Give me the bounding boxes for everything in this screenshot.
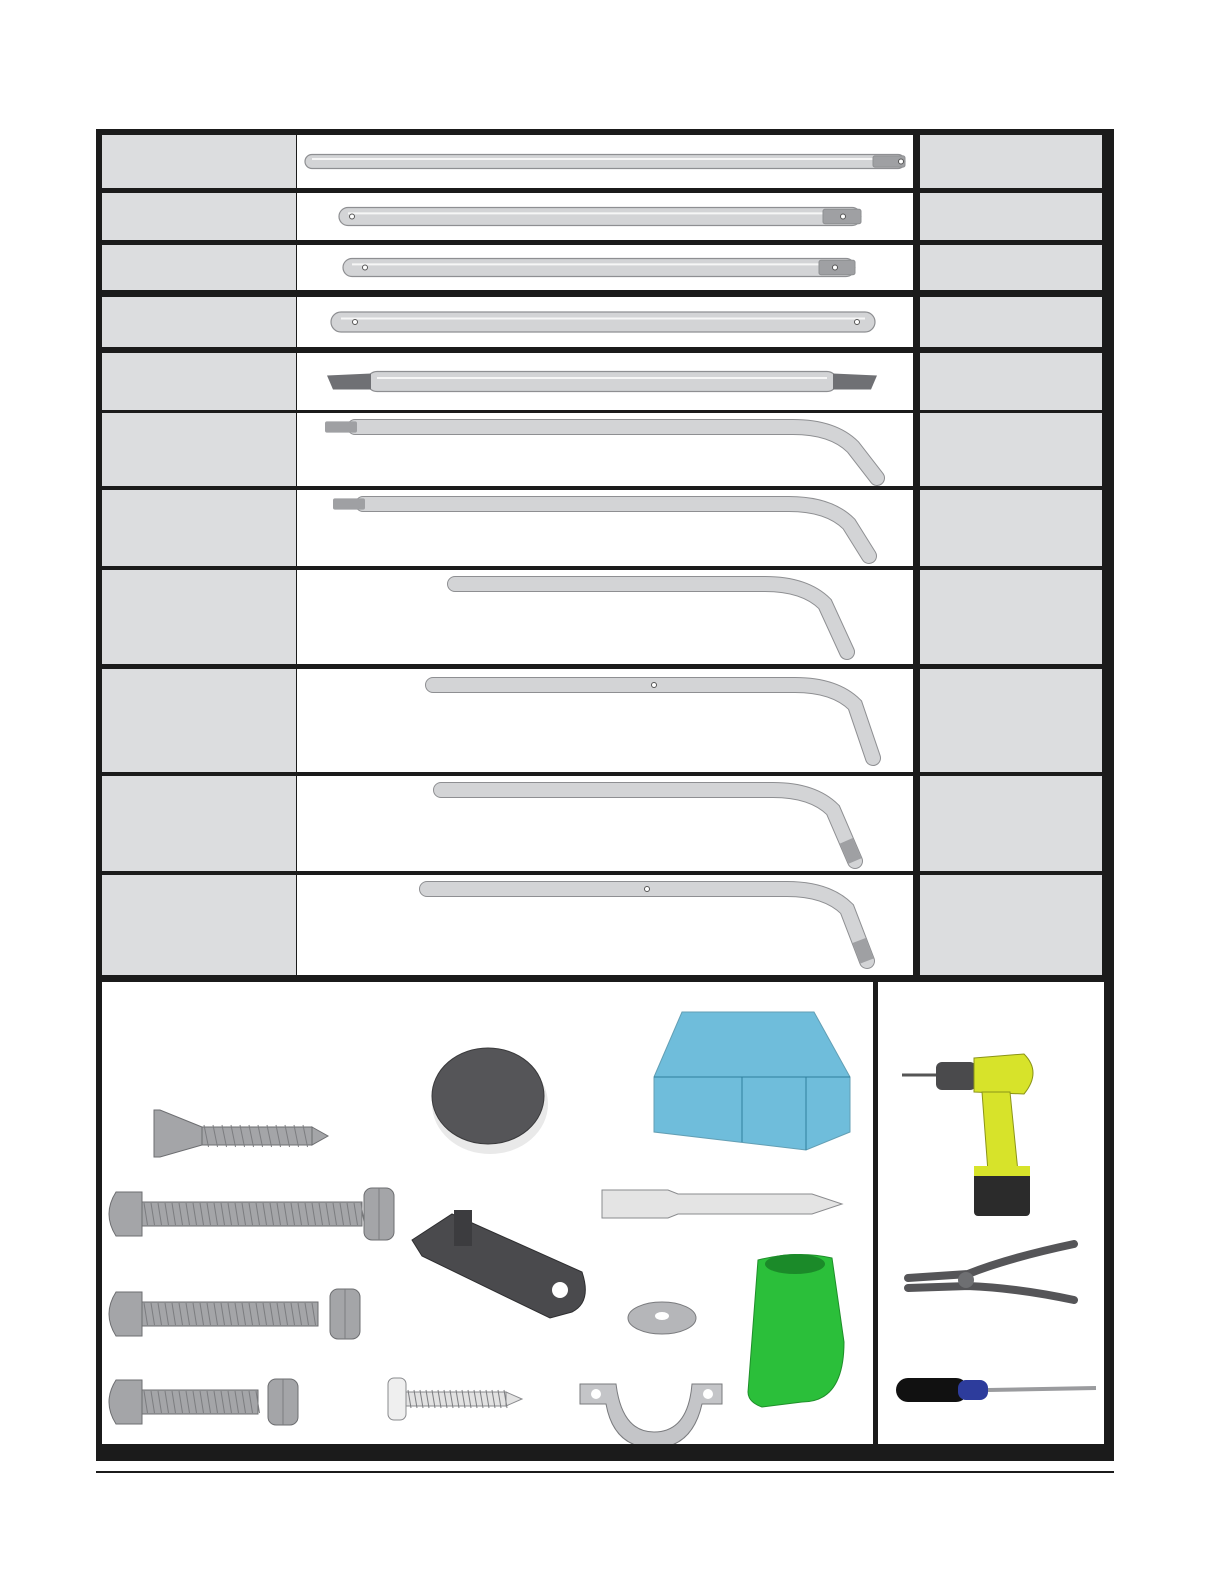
part-drawing-cell xyxy=(297,135,913,188)
medium-bolt-icon xyxy=(109,1292,318,1336)
part-row xyxy=(96,490,1114,566)
part-row xyxy=(96,193,1114,240)
pipe-strap-icon xyxy=(580,1384,722,1444)
part-label-cell xyxy=(102,776,296,871)
part-qty-cell xyxy=(920,776,1102,871)
bent-tube-icon xyxy=(297,570,913,664)
part-row xyxy=(96,353,1114,410)
part-drawing-cell xyxy=(297,875,913,975)
pliers-icon xyxy=(908,1244,1074,1300)
part-qty-cell xyxy=(920,413,1102,486)
greenhouse-cover-icon xyxy=(654,1012,850,1150)
driver-bit-icon xyxy=(602,1190,842,1218)
nut-icon xyxy=(268,1379,298,1425)
tube-icon xyxy=(297,353,913,410)
tapping-screw-icon xyxy=(388,1378,522,1420)
part-row xyxy=(96,875,1114,975)
footer-rule xyxy=(96,1471,1114,1473)
part-label-cell xyxy=(102,669,296,772)
part-label-cell xyxy=(102,135,296,188)
tube-icon xyxy=(297,245,913,290)
part-row xyxy=(96,776,1114,871)
part-drawing-cell xyxy=(297,776,913,871)
nut-icon xyxy=(364,1188,394,1240)
bent-tube-icon xyxy=(297,669,913,772)
part-label-cell xyxy=(102,570,296,664)
ground-disc-icon xyxy=(432,1048,548,1154)
part-row xyxy=(96,135,1114,188)
hardware-panel xyxy=(102,982,873,1444)
part-label-cell xyxy=(102,353,296,410)
part-drawing-cell xyxy=(297,413,913,486)
part-drawing-cell xyxy=(297,669,913,772)
parts-list-sheet xyxy=(96,129,1114,1461)
bent-tube-icon xyxy=(297,490,913,566)
part-drawing-cell xyxy=(297,193,913,240)
part-label-cell xyxy=(102,297,296,347)
part-drawing-cell xyxy=(297,353,913,410)
foot-cap-icon xyxy=(748,1254,844,1407)
tube-icon xyxy=(297,297,913,347)
part-row xyxy=(96,297,1114,347)
part-label-cell xyxy=(102,875,296,975)
part-row xyxy=(96,570,1114,664)
part-qty-cell xyxy=(920,490,1102,566)
part-qty-cell xyxy=(920,245,1102,290)
part-label-cell xyxy=(102,245,296,290)
long-bolt-icon xyxy=(109,1192,365,1236)
part-label-cell xyxy=(102,193,296,240)
part-drawing-cell xyxy=(297,297,913,347)
part-row xyxy=(96,413,1114,486)
part-label-cell xyxy=(102,490,296,566)
nut-icon xyxy=(330,1289,360,1339)
part-row xyxy=(96,669,1114,772)
tension-clip-icon xyxy=(412,1210,585,1318)
part-qty-cell xyxy=(920,193,1102,240)
part-drawing-cell xyxy=(297,570,913,664)
part-label-cell xyxy=(102,413,296,486)
bent-tube-icon xyxy=(297,413,913,486)
part-qty-cell xyxy=(920,875,1102,975)
part-qty-cell xyxy=(920,353,1102,410)
part-row xyxy=(96,245,1114,290)
part-drawing-cell xyxy=(297,245,913,290)
washer-icon xyxy=(628,1302,696,1334)
screwdriver-icon xyxy=(896,1378,1096,1402)
wood-screw-icon xyxy=(154,1110,328,1157)
tools-panel xyxy=(878,982,1104,1444)
power-drill-icon xyxy=(902,1054,1033,1216)
part-qty-cell xyxy=(920,135,1102,188)
bent-tube-icon xyxy=(297,875,913,975)
part-qty-cell xyxy=(920,297,1102,347)
short-bolt-icon xyxy=(109,1380,260,1424)
part-drawing-cell xyxy=(297,490,913,566)
bent-tube-icon xyxy=(297,776,913,871)
tube-icon xyxy=(297,135,913,188)
tube-icon xyxy=(297,193,913,240)
part-qty-cell xyxy=(920,570,1102,664)
part-qty-cell xyxy=(920,669,1102,772)
